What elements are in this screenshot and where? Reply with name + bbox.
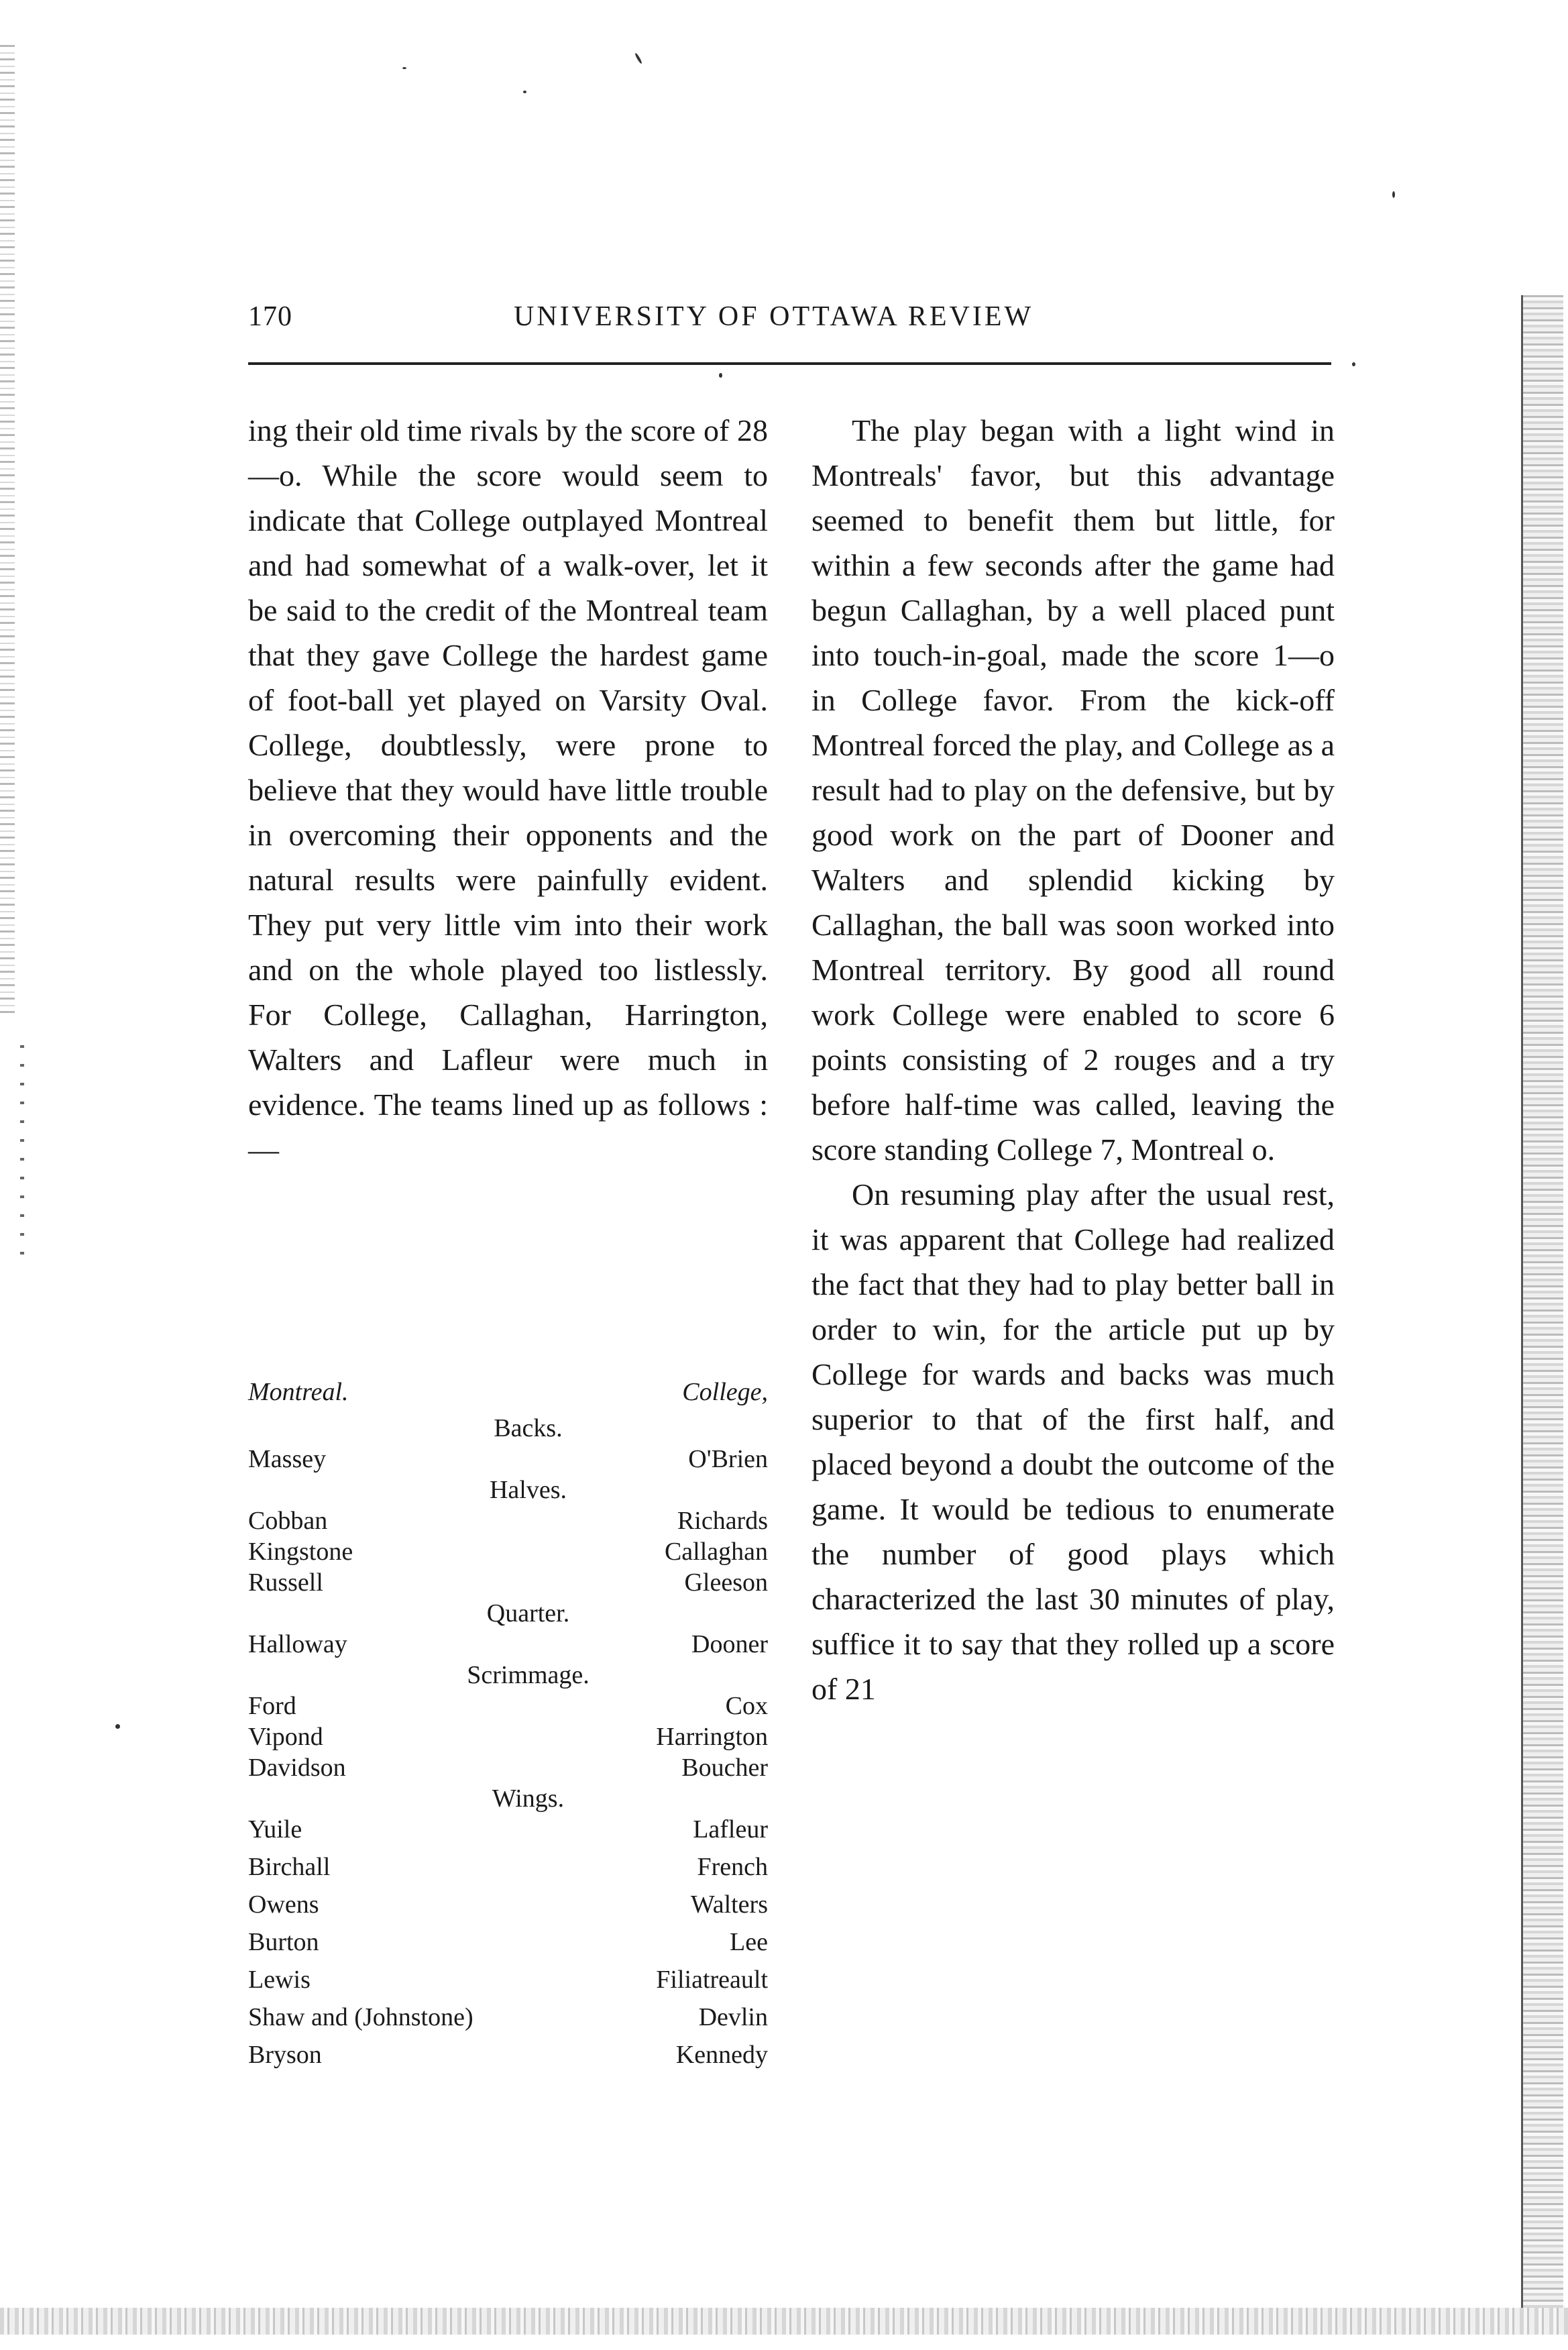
montreal-player: Halloway: [248, 1630, 347, 1658]
scan-right-edge: [1521, 295, 1563, 2308]
lineup-row: [248, 1721, 768, 1752]
college-player: Walters: [690, 1890, 768, 1919]
lineup-row: [248, 1505, 768, 1536]
college-player: Filiatreault: [656, 1966, 768, 1994]
scan-speck: [523, 91, 526, 93]
page-number: 170: [248, 301, 292, 332]
lineup-row: [248, 1964, 768, 2002]
montreal-player: Massey: [248, 1445, 327, 1473]
right-paragraph-2: On resuming play after the usual rest, it was apparent that College had realized the fact that they had to play better ball in order to win, for the article put up by College for wards and backs was much superior to that of the first half, and placed beyond a doubt the outcome of the game. It would be tedious to enumerate the number of good plays which characterized the last 30 minutes of play, suffice it to say that they rolled up a score of 21: [811, 1177, 1335, 1706]
montreal-player: Kingstone: [248, 1538, 353, 1566]
position-heading: Backs.: [494, 1414, 563, 1442]
header-rule: [248, 362, 1331, 365]
montreal-player: Cobban: [248, 1507, 328, 1535]
college-player: Lee: [730, 1928, 768, 1956]
left-column: [248, 408, 768, 1172]
position-heading: Scrimmage.: [467, 1661, 590, 1689]
montreal-player: Yuile: [248, 1815, 302, 1844]
montreal-player: Davidson: [248, 1754, 346, 1782]
lineup-row: [248, 1567, 768, 1598]
montreal-player: Ford: [248, 1692, 296, 1720]
college-player: Harrington: [656, 1723, 768, 1751]
lineup-table: [248, 1377, 768, 2077]
running-title: UNIVERSITY OF OTTAWA REVIEW: [514, 301, 1034, 332]
running-header: [248, 301, 1335, 341]
lineup-header: [248, 1377, 768, 1413]
montreal-player: Lewis: [248, 1966, 311, 1994]
lineup-row: [248, 1814, 768, 1852]
montreal-player: Russell: [248, 1568, 323, 1597]
college-player: O'Brien: [688, 1445, 768, 1473]
montreal-player: Bryson: [248, 2041, 322, 2069]
scan-speck: [1392, 191, 1395, 198]
position-heading: Wings.: [492, 1784, 565, 1813]
montreal-player: Vipond: [248, 1723, 323, 1751]
scan-speck: [402, 67, 406, 69]
scan-left-dots: [20, 1033, 24, 1254]
lineup-row: [248, 1629, 768, 1660]
college-player: Devlin: [698, 2003, 768, 2031]
scan-speck: [719, 373, 722, 378]
lineup-row: [248, 2002, 768, 2039]
lineup-row: [248, 1927, 768, 1964]
college-player: Richards: [677, 1507, 768, 1535]
college-player: French: [697, 1853, 768, 1881]
college-player: Lafleur: [693, 1815, 768, 1844]
right-team-name: College,: [682, 1378, 768, 1406]
montreal-player: Burton: [248, 1928, 319, 1956]
lineup-row: [248, 1444, 768, 1475]
lineup-row: [248, 2039, 768, 2077]
scan-left-edge: [0, 40, 15, 1013]
lineup-row: [248, 1752, 768, 1783]
lineup-row: [248, 1889, 768, 1927]
scan-speck: [1352, 362, 1355, 366]
right-paragraph-1: The play began with a light wind in Montreals' favor, but this advantage seemed to benefit them but little, for within a few seconds after the game had begun Callaghan, by a well placed punt into touch-in-goal, made the score 1—o in College favor. From the kick-off Montreal forced the play, and College as a result had to play on the defensive, but by good work on the part of Dooner and Walters and splendid kicking by Callaghan, the ball was soon worked into Montreal territory. By good all round work College were enabled to score 6 points consisting of 2 rouges and a try before half-time was called, leaving the score standing College 7, Montreal o.: [811, 413, 1335, 1167]
montreal-player: Owens: [248, 1890, 319, 1919]
college-player: Callaghan: [664, 1538, 768, 1566]
montreal-player: Birchall: [248, 1853, 331, 1881]
scan-speck: [115, 1724, 120, 1729]
college-player: Dooner: [691, 1630, 768, 1658]
left-team-name: Montreal.: [248, 1378, 349, 1406]
college-player: Gleeson: [684, 1568, 768, 1597]
lineup-row: [248, 1852, 768, 1889]
scan-speck: [634, 52, 642, 64]
college-player: Kennedy: [675, 2041, 768, 2069]
montreal-player: Shaw and (Johnstone): [248, 2003, 473, 2031]
position-heading: Halves.: [489, 1476, 567, 1504]
left-paragraph: ing their old time rivals by the score of 28—o. While the score would seem to indicate that College outplayed Montreal and had somewhat of a walk-over, let it be said to the credit of the Montreal team that they gave College the hardest game of foot-ball yet played on Varsity Oval. College, doubtlessly, were prone to believe that they would have little trouble in overcoming their opponents and the natural results were painfully evident. They put very little vim into their work and on the whole played too listlessly. For College, Callaghan, Harrington, Walters and Lafleur were much in evidence. The teams lined up as follows :—: [248, 413, 768, 1167]
right-column: [811, 408, 1335, 1711]
position-heading: Quarter.: [486, 1599, 570, 1627]
college-player: Cox: [725, 1692, 768, 1720]
lineup-row: [248, 1536, 768, 1567]
scan-bottom-band: [0, 2308, 1568, 2335]
lineup-row: [248, 1691, 768, 1721]
college-player: Boucher: [681, 1754, 768, 1782]
